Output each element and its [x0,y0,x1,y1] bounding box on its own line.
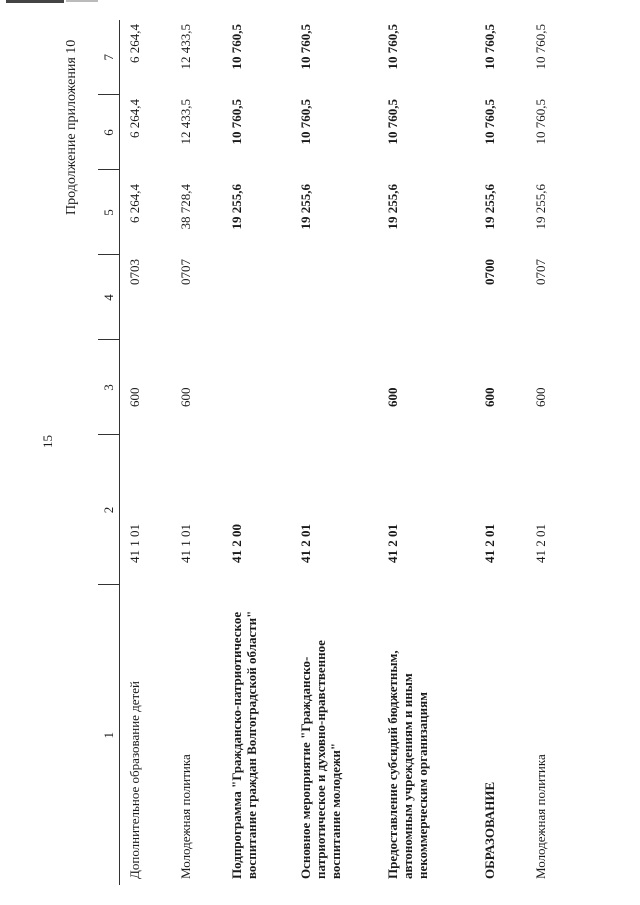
row-value-6: 10 760,5 [385,99,400,145]
row-value-5: 6 264,4 [127,184,142,223]
row-name: Молодежная политика [178,754,193,879]
continuation-label: Продолжение приложения 10 [64,39,79,215]
row-code: 41 2 01 [298,524,313,563]
table-row [526,20,567,885]
row-value-7: 12 433,5 [178,24,193,70]
table-row [120,20,172,885]
row-section [222,255,291,340]
row-value-5: 19 255,6 [482,184,497,230]
row-section: 0707 [533,259,548,285]
row-value-5: 19 255,6 [298,184,313,230]
row-code: 41 2 00 [229,524,244,563]
row-section [291,255,378,340]
row-vr: 600 [533,387,548,407]
row-name: ОБРАЗОВАНИЕ [482,781,497,879]
row-value-6: 10 760,5 [482,99,497,145]
header-cell: 7 [98,20,120,95]
row-section: 0703 [127,259,142,285]
header-cell: 6 [98,95,120,170]
row-code: 41 2 01 [482,524,497,563]
header-cell: 5 [98,170,120,255]
row-vr [222,340,291,435]
row-value-6: 10 760,5 [229,99,244,145]
row-code: 41 2 01 [533,524,548,563]
row-value-7: 10 760,5 [298,24,313,70]
row-vr: 600 [385,387,400,407]
row-code: 41 2 01 [385,524,400,563]
row-value-5: 19 255,6 [229,184,244,230]
row-value-7: 10 760,5 [533,24,548,70]
row-section: 0707 [178,259,193,285]
budget-table [98,20,567,885]
row-section: 0700 [482,259,497,285]
row-vr: 600 [127,387,142,407]
row-code: 41 1 01 [127,524,142,563]
row-value-7: 6 264,4 [127,24,142,63]
row-value-6: 10 760,5 [298,99,313,145]
row-value-5: 19 255,6 [533,184,548,230]
header-row [98,20,120,885]
row-name: Подпрограмма "Гражданско-патриотическое воспитание граждан Волгоградской области" [229,610,259,879]
table-row [475,20,526,885]
row-name: Дополнительное образование детей [127,681,142,879]
row-value-5: 38 728,4 [178,184,193,230]
page-number: 15 [40,435,55,448]
row-value-5: 19 255,6 [385,184,400,230]
row-value-7: 10 760,5 [229,24,244,70]
header-cell: 2 [98,435,120,585]
row-value-7: 10 760,5 [482,24,497,70]
table-row [171,20,222,885]
row-value-7: 10 760,5 [385,24,400,70]
row-name: Молодежная политика [533,754,548,879]
row-value-6: 10 760,5 [533,99,548,145]
table-row [291,20,378,885]
row-section [378,255,475,340]
table-row [378,20,475,885]
header-cell: 3 [98,340,120,435]
header-cell: 1 [98,585,120,885]
row-vr: 600 [178,387,193,407]
header-cell: 4 [98,255,120,340]
row-name: Основное мероприятие "Гражданско-патриотическое и духовно-нравственное воспитание молодежи" [298,640,343,879]
row-value-6: 6 264,4 [127,99,142,138]
row-vr [291,340,378,435]
row-value-6: 12 433,5 [178,99,193,145]
table-row [222,20,291,885]
row-code: 41 1 01 [178,524,193,563]
row-name: Предоставление субсидий бюджетным, автономным учреждениям и иным некоммерческим организациям [385,650,430,879]
row-vr: 600 [482,387,497,407]
